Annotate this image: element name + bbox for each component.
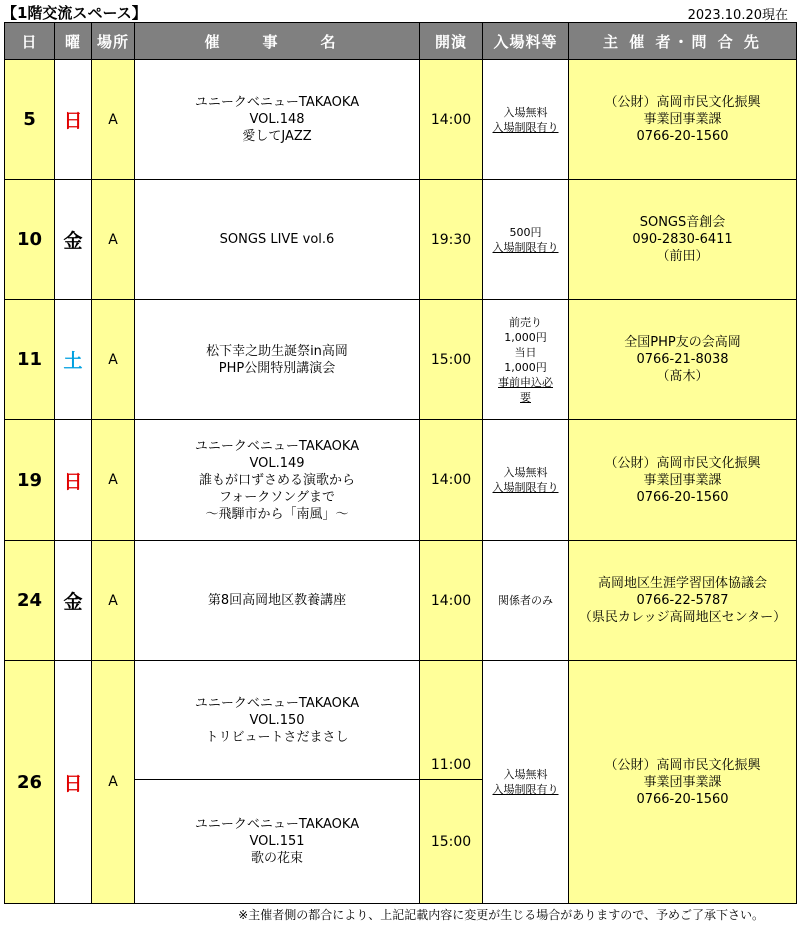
time-cell: 19:30 (420, 180, 483, 300)
table-row (5, 300, 797, 420)
page-title: 【1階交流スペース】 (2, 4, 147, 22)
text-line: （県民カレッジ高岡地区センター） (578, 610, 787, 625)
text-line: 誰もが口ずさめる演歌から (198, 472, 355, 488)
text-line: 事前申込必 (498, 375, 553, 389)
text-line: 0766-20-1560 (636, 489, 729, 505)
event-cell (135, 300, 420, 420)
text-line: SONGS音創会 (639, 215, 726, 230)
place-cell: A (92, 661, 135, 904)
event-schedule-table (4, 22, 797, 904)
time-cell: 14:00 (420, 420, 483, 541)
text-line: 1,000円 (504, 360, 547, 374)
text-line: 高岡地区生涯学習団体協議会 (597, 576, 767, 591)
text-line: 歌の花束 (250, 851, 303, 866)
text-line: 入場無料 (503, 105, 548, 119)
event-cell (135, 60, 420, 180)
event-cell (135, 420, 420, 541)
text-line: 愛してJAZZ (242, 129, 312, 144)
weekday-cell: 日 (55, 661, 92, 904)
table-row (5, 661, 797, 780)
place-cell: A (92, 60, 135, 180)
fee-cell (483, 420, 569, 541)
text-line: 090-2830-6411 (632, 232, 733, 247)
fee-cell (483, 300, 569, 420)
table-row (5, 180, 797, 300)
text-line: 事業団事業課 (643, 774, 722, 790)
text-line: ユニークベニューTAKAOKA (194, 438, 360, 454)
text-line: PHP公開特別講演会 (218, 360, 336, 376)
day-cell: 26 (5, 661, 55, 904)
organizer-cell (569, 180, 797, 300)
day-cell: 19 (5, 420, 55, 541)
footer-note: ※主催者側の都合により、上記記載内容に変更が生じる場合がありますので、予めご了承下さい。 (238, 908, 764, 922)
text-line: ユニークベニューTAKAOKA (194, 817, 360, 832)
fee-cell (483, 180, 569, 300)
event-cell (135, 780, 420, 904)
time-cell: 15:00 (420, 300, 483, 420)
organizer-cell (569, 541, 797, 661)
header-day: 日 (5, 23, 55, 60)
text-line: 入場制限有り (492, 481, 559, 494)
text-line: VOL.148 (249, 112, 305, 127)
header-time: 開演 (420, 23, 483, 60)
header-organizer: 主 催 者・問 合 先 (569, 23, 797, 60)
text-line: 500円 (509, 225, 542, 239)
text-line: 事業団事業課 (643, 112, 722, 127)
text-line: 関係者のみ (498, 594, 553, 607)
table-row (5, 420, 797, 541)
place-cell: A (92, 541, 135, 661)
text-line: 0766-21-8038 (636, 352, 729, 367)
day-cell: 5 (5, 60, 55, 180)
text-line: （公財）高岡市民文化振興 (604, 757, 761, 773)
time-cell: 14:00 (420, 60, 483, 180)
text-line: トリビュートさだまさし (205, 729, 349, 745)
weekday-cell: 日 (55, 420, 92, 541)
fee-cell (483, 661, 569, 904)
time-cell: 11:00 (420, 661, 483, 780)
text-line: ～飛騨市から「南風」～ (205, 506, 349, 522)
header-event: 催 事 名 (135, 23, 420, 60)
text-line: 0766-20-1560 (636, 129, 729, 144)
text-line: 要 (520, 390, 531, 404)
time-cell: 14:00 (420, 541, 483, 661)
day-cell: 10 (5, 180, 55, 300)
text-line: （前田） (656, 249, 709, 264)
organizer-cell (569, 300, 797, 420)
weekday-cell: 土 (55, 300, 92, 420)
text-line: 入場制限有り (492, 783, 559, 796)
text-line: （公財）高岡市民文化振興 (604, 455, 761, 471)
event-cell (135, 180, 420, 300)
weekday-cell: 金 (55, 180, 92, 300)
text-line: VOL.150 (249, 712, 305, 728)
day-cell: 11 (5, 300, 55, 420)
text-line: ユニークベニューTAKAOKA (194, 95, 360, 110)
text-line: 事業団事業課 (643, 472, 722, 488)
text-line: ユニークベニューTAKAOKA (194, 695, 360, 711)
as-of-date: 2023.10.20現在 (687, 8, 788, 23)
header-fee: 入場料等 (483, 23, 569, 60)
weekday-cell: 日 (55, 60, 92, 180)
text-line: SONGS LIVE vol.6 (219, 232, 335, 247)
text-line: VOL.149 (249, 455, 305, 471)
place-cell: A (92, 300, 135, 420)
event-cell (135, 541, 420, 661)
day-cell: 24 (5, 541, 55, 661)
event-cell (135, 661, 420, 780)
header-place: 場所 (92, 23, 135, 60)
text-line: VOL.151 (249, 834, 305, 849)
text-line: 入場無料 (503, 466, 548, 479)
table-row (5, 60, 797, 180)
text-line: フォークソングまで (218, 489, 336, 505)
text-line: 0766-20-1560 (636, 791, 729, 807)
text-line: 1,000円 (504, 330, 547, 344)
text-line: 第8回高岡地区教養講座 (207, 593, 347, 608)
text-line: （髙木） (656, 369, 709, 384)
time-cell: 15:00 (420, 780, 483, 904)
fee-cell (483, 541, 569, 661)
text-line: 全国PHP友の会高岡 (624, 335, 741, 350)
weekday-cell: 金 (55, 541, 92, 661)
text-line: 前売り (509, 315, 542, 329)
place-cell: A (92, 180, 135, 300)
text-line: 入場制限有り (492, 120, 559, 134)
organizer-cell (569, 420, 797, 541)
text-line: 入場制限有り (492, 240, 559, 254)
header-weekday: 曜 (55, 23, 92, 60)
table-row (5, 541, 797, 661)
text-line: （公財）高岡市民文化振興 (604, 95, 761, 110)
organizer-cell (569, 661, 797, 904)
text-line: 松下幸之助生誕祭in高岡 (206, 343, 348, 359)
fee-cell (483, 60, 569, 180)
place-cell: A (92, 420, 135, 541)
organizer-cell (569, 60, 797, 180)
text-line: 入場無料 (503, 768, 548, 781)
table-header-row (5, 23, 797, 60)
text-line: 0766-22-5787 (636, 593, 729, 608)
text-line: 当日 (514, 345, 537, 359)
